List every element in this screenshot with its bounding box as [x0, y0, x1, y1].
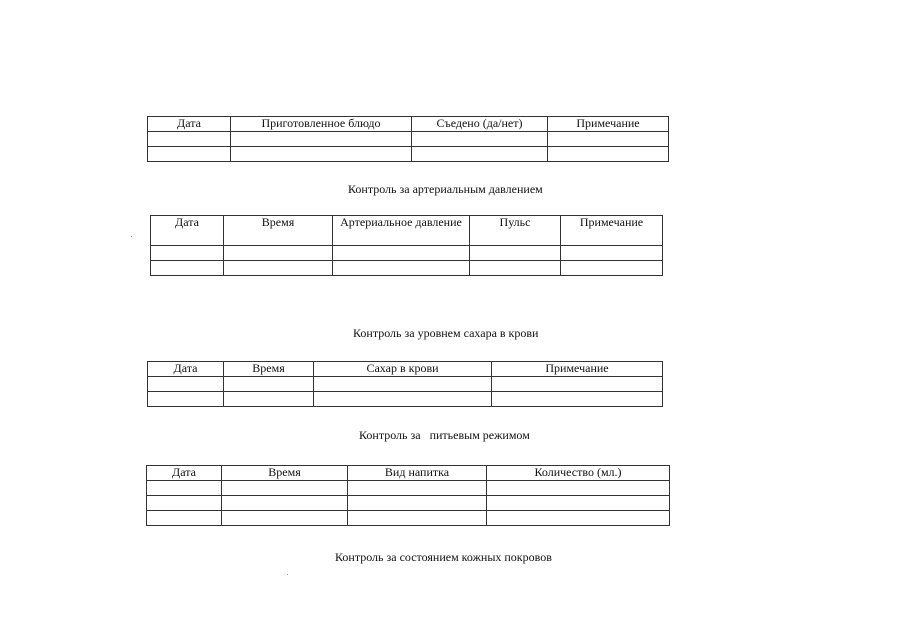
header-blood-pressure: Артериальное давление: [333, 216, 470, 246]
table-cell[interactable]: [224, 246, 333, 261]
table-cell[interactable]: [470, 246, 561, 261]
table-cell[interactable]: [412, 132, 548, 147]
table-cell[interactable]: [348, 481, 487, 496]
header-time: Время: [224, 216, 333, 246]
header-drink-type: Вид напитка: [348, 466, 487, 481]
table-row: [147, 481, 670, 496]
table-cell[interactable]: [561, 246, 663, 261]
table-cell[interactable]: [148, 377, 224, 392]
header-time: Время: [222, 466, 348, 481]
table-cell[interactable]: [222, 481, 348, 496]
table-header-row: [148, 362, 663, 377]
meals-table: [147, 116, 669, 162]
header-date: Дата: [147, 466, 222, 481]
table-cell[interactable]: [492, 392, 663, 407]
table-cell[interactable]: [222, 511, 348, 526]
table-cell[interactable]: [492, 377, 663, 392]
table-header-row: [148, 117, 669, 132]
scan-speck: [287, 574, 288, 575]
table-cell[interactable]: [548, 147, 669, 162]
table-cell[interactable]: [222, 496, 348, 511]
blood-pressure-table: [150, 215, 663, 276]
table-cell[interactable]: [314, 377, 492, 392]
table-cell[interactable]: [147, 511, 222, 526]
table-cell[interactable]: [224, 261, 333, 276]
table-row: [151, 246, 663, 261]
header-note: Примечание: [492, 362, 663, 377]
header-time: Время: [224, 362, 314, 377]
table-cell[interactable]: [224, 392, 314, 407]
table-row: [148, 147, 669, 162]
blood-sugar-caption: Контроль за уровнем сахара в крови: [353, 326, 539, 340]
table-cell[interactable]: [412, 147, 548, 162]
table-cell[interactable]: [348, 511, 487, 526]
header-eaten: Съедено (да/нет): [412, 117, 548, 132]
table-row: [147, 511, 670, 526]
table-cell[interactable]: [148, 392, 224, 407]
table-cell[interactable]: [470, 261, 561, 276]
table-cell[interactable]: [487, 511, 670, 526]
header-prepared-dish: Приготовленное блюдо: [231, 117, 412, 132]
skin-caption: Контроль за состоянием кожных покровов: [335, 550, 552, 564]
table-row: [148, 392, 663, 407]
table-cell[interactable]: [231, 132, 412, 147]
table-row: [148, 132, 669, 147]
table-cell[interactable]: [487, 481, 670, 496]
scan-speck: [131, 236, 132, 237]
table-cell[interactable]: [151, 261, 224, 276]
table-cell[interactable]: [224, 377, 314, 392]
blood-sugar-table: [147, 361, 663, 407]
header-date: Дата: [151, 216, 224, 246]
table-row: [151, 261, 663, 276]
table-header-row: [147, 466, 670, 481]
table-cell[interactable]: [231, 147, 412, 162]
table-cell[interactable]: [148, 132, 231, 147]
table-cell[interactable]: [348, 496, 487, 511]
blood-pressure-caption: Контроль за артериальным давлением: [348, 182, 543, 196]
header-note: Примечание: [548, 117, 669, 132]
table-cell[interactable]: [333, 246, 470, 261]
table-cell[interactable]: [147, 496, 222, 511]
table-cell[interactable]: [548, 132, 669, 147]
drinking-caption: Контроль за питьевым режимом: [359, 428, 530, 442]
table-row: [147, 496, 670, 511]
header-date: Дата: [148, 117, 231, 132]
table-cell[interactable]: [487, 496, 670, 511]
table-cell[interactable]: [561, 261, 663, 276]
drinking-table: [146, 465, 670, 526]
table-cell[interactable]: [314, 392, 492, 407]
table-cell[interactable]: [151, 246, 224, 261]
header-note: Примечание: [561, 216, 663, 246]
header-pulse: Пульс: [470, 216, 561, 246]
table-row: [148, 377, 663, 392]
table-header-row: [151, 216, 663, 246]
table-cell[interactable]: [148, 147, 231, 162]
table-cell[interactable]: [333, 261, 470, 276]
header-blood-sugar: Сахар в крови: [314, 362, 492, 377]
header-date: Дата: [148, 362, 224, 377]
header-quantity: Количество (мл.): [487, 466, 670, 481]
table-cell[interactable]: [147, 481, 222, 496]
